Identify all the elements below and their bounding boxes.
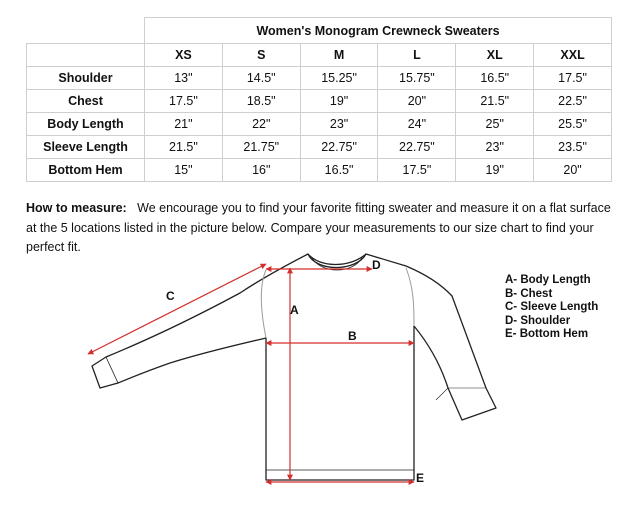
- table-cell: 15": [145, 159, 223, 182]
- table-row: [27, 90, 612, 113]
- sleeve-seams: [261, 268, 414, 338]
- table-cell: 21": [145, 113, 223, 136]
- legend-item: C- Sleeve Length: [505, 301, 599, 313]
- size-header: L: [378, 44, 456, 67]
- table-cell: 24": [378, 113, 456, 136]
- table-cell: 13": [145, 67, 223, 90]
- table-row: [27, 159, 612, 182]
- legend-item: D- Shoulder: [505, 314, 571, 327]
- label-d: D: [372, 258, 381, 272]
- table-cell: 16.5": [456, 67, 534, 90]
- table-header-empty: [27, 44, 145, 67]
- row-label: Sleeve Length: [27, 136, 145, 159]
- table-cell: 14.5": [222, 67, 300, 90]
- size-chart-table: [26, 17, 612, 182]
- table-row: [27, 113, 612, 136]
- size-header: XXL: [534, 44, 612, 67]
- measurement-legend: [505, 274, 598, 342]
- size-header: S: [222, 44, 300, 67]
- table-cell: 22.75": [378, 136, 456, 159]
- table-cell: 20": [378, 90, 456, 113]
- table-cell: 20": [534, 159, 612, 182]
- table-cell: 19": [456, 159, 534, 182]
- row-label: Bottom Hem: [27, 159, 145, 182]
- size-header: XL: [456, 44, 534, 67]
- table-row: [27, 67, 612, 90]
- table-cell: 21.5": [145, 136, 223, 159]
- table-cell: 15.25": [300, 67, 378, 90]
- table-row: [27, 136, 612, 159]
- measure-line-c: [88, 264, 266, 354]
- table-cell: 19": [300, 90, 378, 113]
- table-cell: 23": [300, 113, 378, 136]
- label-b: B: [348, 329, 357, 343]
- size-header: XS: [145, 44, 223, 67]
- table-cell: 17.5": [145, 90, 223, 113]
- table-cell: 21.75": [222, 136, 300, 159]
- table-header-row: [27, 44, 612, 67]
- row-label: Shoulder: [27, 67, 145, 90]
- label-a: A: [290, 303, 299, 317]
- instructions-text: We encourage you to find your favorite fitting sweater and measure it on a flat surface at the 5 locations listed in the picture below. Compare your measurements to our size chart to find your perfect fit.: [26, 201, 611, 254]
- table-title: Women's Monogram Crewneck Sweaters: [145, 18, 612, 44]
- row-label: Chest: [27, 90, 145, 113]
- measurement-lines: [88, 264, 414, 482]
- sweater-outline: [92, 254, 496, 480]
- table-cell: 22": [222, 113, 300, 136]
- label-c: C: [166, 289, 175, 303]
- table-cell: 16.5": [300, 159, 378, 182]
- legend-item: A- Body Length: [505, 274, 591, 286]
- table-cell: 25.5": [534, 113, 612, 136]
- table-cell: 23": [456, 136, 534, 159]
- size-header: M: [300, 44, 378, 67]
- table-cell: 17.5": [378, 159, 456, 182]
- legend-item: E- Bottom Hem: [505, 328, 589, 340]
- table-cell: 15.75": [378, 67, 456, 90]
- table-cell: 16": [222, 159, 300, 182]
- table-title-row: [27, 18, 612, 44]
- table-cell: 21.5": [456, 90, 534, 113]
- table-cell: 22.5": [534, 90, 612, 113]
- table-cell: 22.75": [300, 136, 378, 159]
- table-cell: 23.5": [534, 136, 612, 159]
- instructions-heading: How to measure:: [26, 201, 127, 215]
- legend-item: B- Chest: [505, 287, 553, 300]
- table-cell: 25": [456, 113, 534, 136]
- table-cell: 18.5": [222, 90, 300, 113]
- label-e: E: [416, 471, 425, 485]
- row-label: Body Length: [27, 113, 145, 136]
- table-cell: 17.5": [534, 67, 612, 90]
